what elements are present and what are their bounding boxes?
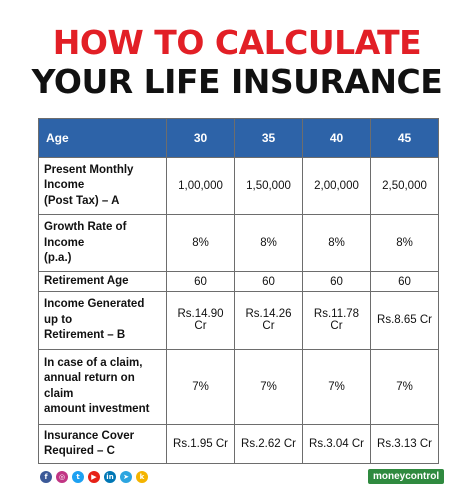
row-label-line: Income (44, 179, 85, 192)
row-label-line: Growth Rate of Income (44, 221, 127, 249)
table-header-row (39, 119, 439, 158)
row-label (39, 158, 167, 215)
table-row (39, 425, 439, 464)
row-value: 7% (167, 349, 235, 425)
row-value: 8% (303, 215, 371, 272)
row-value: 7% (371, 349, 439, 425)
twitter-icon[interactable]: t (72, 471, 84, 483)
header-age-30: 30 (167, 119, 235, 158)
koo-icon[interactable]: k (136, 471, 148, 483)
youtube-icon[interactable]: ▶ (88, 471, 100, 483)
row-label-line: amount investment (44, 403, 150, 416)
table-row (39, 349, 439, 425)
row-label (39, 215, 167, 272)
row-value: Rs.2.62 Cr (235, 425, 303, 464)
row-label-line: Retirement Age (44, 275, 129, 288)
row-value: Rs.14.26 Cr (235, 292, 303, 349)
row-label-line: (Post Tax) – A (44, 194, 120, 207)
header-age-40: 40 (303, 119, 371, 158)
row-value: 60 (303, 272, 371, 292)
row-value: 8% (371, 215, 439, 272)
row-value: 8% (235, 215, 303, 272)
facebook-icon[interactable]: f (40, 471, 52, 483)
row-value: Rs.3.13 Cr (371, 425, 439, 464)
row-label (39, 272, 167, 292)
header-age-35: 35 (235, 119, 303, 158)
table-row (39, 292, 439, 349)
social-links (40, 471, 148, 483)
title-line-1: HOW TO CALCULATE (52, 23, 422, 62)
row-value: Rs.1.95 Cr (167, 425, 235, 464)
row-value: 1,00,000 (167, 158, 235, 215)
row-value: 60 (371, 272, 439, 292)
row-label-line: Retirement – B (44, 329, 126, 342)
row-label (39, 292, 167, 349)
row-value: 1,50,000 (235, 158, 303, 215)
row-value: Rs.14.90 Cr (167, 292, 235, 349)
moneycontrol-logo: moneycontrol (368, 469, 444, 484)
table-row (39, 215, 439, 272)
row-label-line: Insurance Cover (44, 429, 135, 442)
insurance-table (38, 118, 439, 464)
table-row (39, 158, 439, 215)
row-label (39, 425, 167, 464)
row-value: 7% (235, 349, 303, 425)
row-label-line: Income Generated up to (44, 298, 145, 326)
row-value: Rs.11.78 Cr (303, 292, 371, 349)
row-value: Rs.3.04 Cr (303, 425, 371, 464)
row-label (39, 349, 167, 425)
row-value: Rs.8.65 Cr (371, 292, 439, 349)
row-value: 2,00,000 (303, 158, 371, 215)
row-value: 8% (167, 215, 235, 272)
row-value: 7% (303, 349, 371, 425)
table-row (39, 272, 439, 292)
header-age-label: Age (39, 119, 167, 158)
title-line-2: YOUR LIFE INSURANCE (31, 62, 443, 101)
linkedin-icon[interactable]: in (104, 471, 116, 483)
row-value: 60 (167, 272, 235, 292)
header-age-45: 45 (371, 119, 439, 158)
row-label-line: (p.a.) (44, 252, 72, 265)
instagram-icon[interactable]: ◎ (56, 471, 68, 483)
row-label-line: In case of a claim, (44, 356, 143, 369)
row-value: 60 (235, 272, 303, 292)
telegram-icon[interactable]: ➤ (120, 471, 132, 483)
row-label-line: Required – C (44, 445, 115, 458)
row-label-line: Present Monthly (44, 163, 134, 176)
row-label-line: annual return on claim (44, 372, 135, 400)
row-value: 2,50,000 (371, 158, 439, 215)
